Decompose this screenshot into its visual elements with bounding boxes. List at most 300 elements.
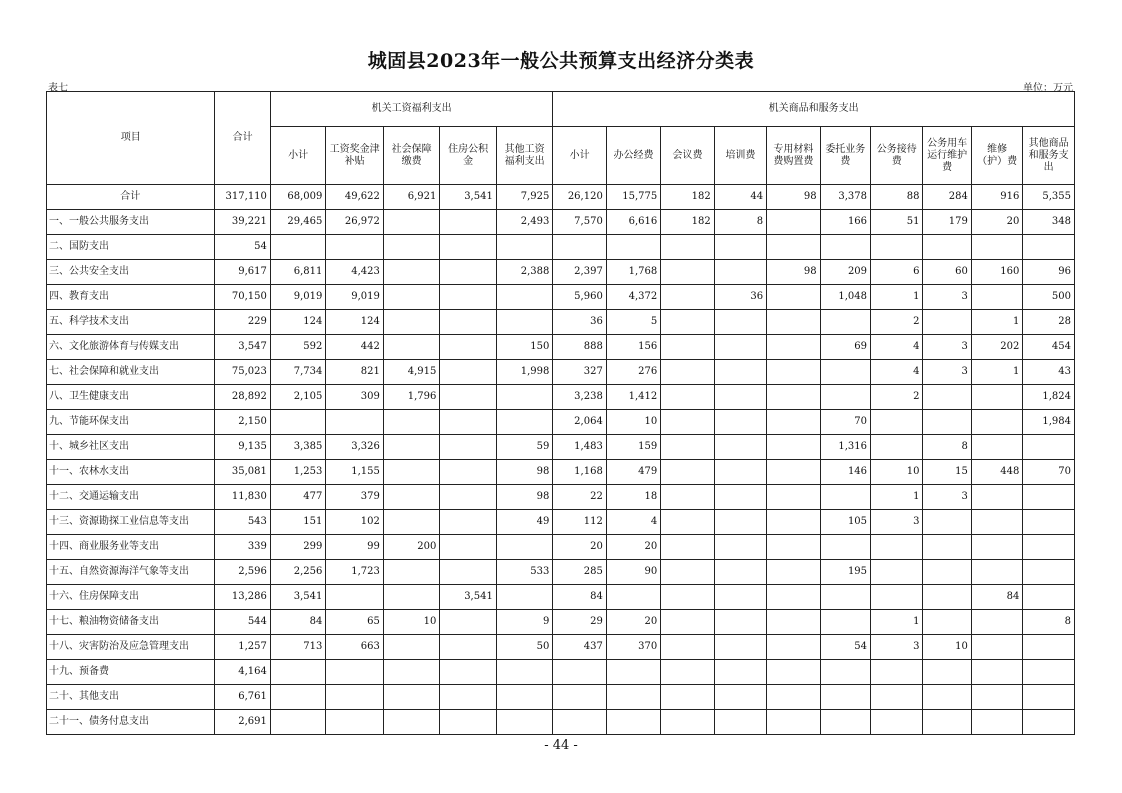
table-cell: [767, 610, 820, 635]
table-cell: 4,423: [326, 260, 383, 285]
table-cell: [714, 260, 766, 285]
table-cell: [923, 585, 971, 610]
table-cell: [661, 685, 714, 710]
table-cell: [661, 560, 714, 585]
table-cell: 317,110: [215, 185, 270, 210]
table-cell: [606, 235, 660, 260]
table-cell: 3: [871, 635, 923, 660]
table-cell: [383, 260, 439, 285]
table-cell: 179: [923, 210, 971, 235]
table-cell: [383, 410, 439, 435]
table-cell: [661, 335, 714, 360]
table-cell: 202: [971, 335, 1022, 360]
table-cell: [661, 710, 714, 735]
table-cell: [923, 610, 971, 635]
table-cell: [1023, 635, 1075, 660]
table-cell: [871, 685, 923, 710]
table-cell: [661, 585, 714, 610]
header-goods-col: 公务用车运行维护费: [923, 127, 971, 185]
table-cell: [440, 435, 496, 460]
table-cell: 6,616: [606, 210, 660, 235]
table-cell: 99: [326, 535, 383, 560]
table-cell: 5,960: [553, 285, 606, 310]
table-row-total: [47, 185, 1075, 210]
table-cell: [767, 410, 820, 435]
table-cell: [820, 710, 870, 735]
table-cell: 10: [383, 610, 439, 635]
table-cell: [923, 685, 971, 710]
table-cell: [714, 385, 766, 410]
table-cell: 26,120: [553, 185, 606, 210]
table-cell: [326, 235, 383, 260]
table-cell: [820, 660, 870, 685]
table-cell: [1023, 660, 1075, 685]
table-cell: 29,465: [270, 210, 325, 235]
table-cell: 166: [820, 210, 870, 235]
row-item-name: 十一、农林水支出: [47, 460, 215, 485]
header-total: 合计: [215, 92, 270, 185]
table-cell: 9,019: [270, 285, 325, 310]
table-cell: 1: [871, 285, 923, 310]
header-item: 项目: [47, 92, 215, 185]
table-cell: [767, 585, 820, 610]
table-cell: 2,256: [270, 560, 325, 585]
table-cell: [971, 685, 1022, 710]
table-cell: [714, 535, 766, 560]
table-cell: 821: [326, 360, 383, 385]
table-cell: 69: [820, 335, 870, 360]
table-cell: 39,221: [215, 210, 270, 235]
table-cell: 3: [923, 335, 971, 360]
table-cell: [496, 385, 553, 410]
table-cell: 200: [383, 535, 439, 560]
table-cell: [661, 485, 714, 510]
table-row: [47, 285, 1075, 310]
table-cell: [971, 385, 1022, 410]
table-cell: 7,734: [270, 360, 325, 385]
table-cell: 454: [1023, 335, 1075, 360]
table-row: [47, 510, 1075, 535]
row-item-name: 五、科学技术支出: [47, 310, 215, 335]
table-row: [47, 410, 1075, 435]
table-cell: [661, 535, 714, 560]
table-cell: 1,257: [215, 635, 270, 660]
table-cell: 84: [971, 585, 1022, 610]
header-wages-col: 住房公积金: [440, 127, 496, 185]
table-cell: 88: [871, 185, 923, 210]
table-cell: 2,064: [553, 410, 606, 435]
table-cell: [971, 635, 1022, 660]
table-body: [47, 185, 1075, 735]
table-cell: 151: [270, 510, 325, 535]
table-cell: 98: [767, 260, 820, 285]
table-cell: 90: [606, 560, 660, 585]
table-cell: [767, 310, 820, 335]
table-cell: 10: [923, 635, 971, 660]
table-cell: 65: [326, 610, 383, 635]
expenditure-table: [46, 91, 1075, 735]
table-cell: 59: [496, 435, 553, 460]
table-cell: [767, 235, 820, 260]
table-cell: [326, 660, 383, 685]
table-cell: [661, 635, 714, 660]
table-cell: [270, 685, 325, 710]
table-cell: 124: [326, 310, 383, 335]
row-item-name: 一、一般公共服务支出: [47, 210, 215, 235]
table-cell: 70,150: [215, 285, 270, 310]
table-cell: 4,164: [215, 660, 270, 685]
table-cell: [553, 710, 606, 735]
table-cell: [383, 660, 439, 685]
table-cell: [871, 235, 923, 260]
table-cell: [714, 710, 766, 735]
table-cell: [383, 310, 439, 335]
table-cell: 3,541: [440, 585, 496, 610]
table-cell: [496, 710, 553, 735]
table-cell: 15,775: [606, 185, 660, 210]
table-cell: 98: [496, 485, 553, 510]
table-cell: 3,378: [820, 185, 870, 210]
table-cell: 68,009: [270, 185, 325, 210]
table-cell: 70: [820, 410, 870, 435]
table-cell: [871, 410, 923, 435]
table-cell: [383, 710, 439, 735]
table-row: [47, 685, 1075, 710]
table-header: [47, 92, 1075, 185]
table-cell: [661, 610, 714, 635]
table-cell: [714, 635, 766, 660]
table-cell: 592: [270, 335, 325, 360]
table-cell: 2: [871, 385, 923, 410]
table-cell: [383, 560, 439, 585]
table-cell: [440, 535, 496, 560]
table-cell: [661, 235, 714, 260]
table-cell: [971, 560, 1022, 585]
table-cell: 159: [606, 435, 660, 460]
table-cell: [496, 410, 553, 435]
table-cell: [767, 560, 820, 585]
table-cell: [1023, 560, 1075, 585]
table-cell: [767, 435, 820, 460]
table-cell: [871, 560, 923, 585]
table-cell: [496, 660, 553, 685]
table-cell: 1,998: [496, 360, 553, 385]
table-cell: [661, 460, 714, 485]
header-goods-col: 公务接待费: [871, 127, 923, 185]
table-cell: [496, 285, 553, 310]
table-cell: 36: [714, 285, 766, 310]
table-cell: [714, 435, 766, 460]
table-cell: [440, 310, 496, 335]
table-cell: [440, 660, 496, 685]
table-cell: 36: [553, 310, 606, 335]
table-cell: 1,316: [820, 435, 870, 460]
table-number: 表七: [48, 83, 68, 94]
table-cell: 544: [215, 610, 270, 635]
table-cell: [971, 660, 1022, 685]
table-cell: [1023, 685, 1075, 710]
row-item-name: 十四、商业服务业等支出: [47, 535, 215, 560]
table-cell: [871, 535, 923, 560]
row-item-name: 二、国防支出: [47, 235, 215, 260]
table-cell: [383, 235, 439, 260]
table-cell: 3,326: [326, 435, 383, 460]
table-cell: [767, 635, 820, 660]
table-cell: [767, 460, 820, 485]
table-cell: [971, 510, 1022, 535]
table-cell: [496, 235, 553, 260]
table-cell: [714, 410, 766, 435]
table-cell: 4,372: [606, 285, 660, 310]
table-cell: [661, 360, 714, 385]
table-cell: 44: [714, 185, 766, 210]
table-cell: 2,105: [270, 385, 325, 410]
header-goods-col: 维修（护）费: [971, 127, 1022, 185]
table-cell: [1023, 235, 1075, 260]
table-cell: [270, 710, 325, 735]
table-row: [47, 360, 1075, 385]
table-cell: [661, 660, 714, 685]
header-wages-col: 小计: [270, 127, 325, 185]
table-cell: 26,972: [326, 210, 383, 235]
table-cell: 543: [215, 510, 270, 535]
table-cell: [440, 685, 496, 710]
table-cell: 3: [923, 285, 971, 310]
table-cell: [606, 585, 660, 610]
table-cell: [923, 235, 971, 260]
table-cell: [383, 510, 439, 535]
row-item-name: 十九、预备费: [47, 660, 215, 685]
table-row: [47, 485, 1075, 510]
table-cell: [767, 360, 820, 385]
table-cell: [606, 660, 660, 685]
table-cell: [971, 610, 1022, 635]
row-item-name: 十三、资源勘探工业信息等支出: [47, 510, 215, 535]
row-item-name: 八、卫生健康支出: [47, 385, 215, 410]
table-cell: 1,824: [1023, 385, 1075, 410]
table-cell: [383, 485, 439, 510]
table-cell: 54: [820, 635, 870, 660]
table-cell: [1023, 485, 1075, 510]
table-cell: [440, 260, 496, 285]
table-row: [47, 235, 1075, 260]
table-cell: [714, 485, 766, 510]
table-cell: [496, 685, 553, 710]
table-cell: 500: [1023, 285, 1075, 310]
table-cell: 28: [1023, 310, 1075, 335]
table-cell: 888: [553, 335, 606, 360]
row-item-name: 十八、灾害防治及应急管理支出: [47, 635, 215, 660]
header-goods-col: 小计: [553, 127, 606, 185]
table-cell: [440, 635, 496, 660]
table-cell: [767, 685, 820, 710]
header-goods-col: 办公经费: [606, 127, 660, 185]
table-cell: 150: [496, 335, 553, 360]
row-item-name: 十六、住房保障支出: [47, 585, 215, 610]
table-cell: 1: [971, 360, 1022, 385]
table-cell: 1,483: [553, 435, 606, 460]
table-cell: [326, 710, 383, 735]
table-cell: 3: [923, 360, 971, 385]
table-cell: 6,761: [215, 685, 270, 710]
table-cell: [440, 610, 496, 635]
table-cell: [661, 435, 714, 460]
table-row: [47, 635, 1075, 660]
table-cell: 70: [1023, 460, 1075, 485]
table-cell: [440, 210, 496, 235]
row-item-name: 合计: [47, 185, 215, 210]
table-cell: [714, 360, 766, 385]
row-item-name: 十、城乡社区支出: [47, 435, 215, 460]
header-goods-col: 其他商品和服务支出: [1023, 127, 1075, 185]
table-cell: 98: [496, 460, 553, 485]
row-item-name: 九、节能环保支出: [47, 410, 215, 435]
table-cell: 10: [871, 460, 923, 485]
table-cell: [714, 335, 766, 360]
table-cell: 370: [606, 635, 660, 660]
table-cell: 84: [270, 610, 325, 635]
table-cell: 2: [871, 310, 923, 335]
table-row: [47, 560, 1075, 585]
header-goods-col: 会议费: [661, 127, 714, 185]
table-cell: [820, 385, 870, 410]
table-cell: [661, 285, 714, 310]
table-cell: [971, 485, 1022, 510]
table-cell: 4: [871, 360, 923, 385]
table-cell: [767, 335, 820, 360]
table-cell: 18: [606, 485, 660, 510]
table-cell: [871, 435, 923, 460]
row-item-name: 十五、自然资源海洋气象等支出: [47, 560, 215, 585]
table-cell: 1,984: [1023, 410, 1075, 435]
header-goods-col: 委托业务费: [820, 127, 870, 185]
header-group-wages: 机关工资福利支出: [270, 92, 552, 127]
table-cell: [553, 235, 606, 260]
table-cell: [714, 610, 766, 635]
table-cell: 3: [923, 485, 971, 510]
table-cell: [661, 410, 714, 435]
table-cell: 1,168: [553, 460, 606, 485]
table-cell: 182: [661, 185, 714, 210]
table-cell: [767, 385, 820, 410]
table-cell: 448: [971, 460, 1022, 485]
table-cell: 9,617: [215, 260, 270, 285]
table-row: [47, 335, 1075, 360]
row-item-name: 十七、粮油物资储备支出: [47, 610, 215, 635]
table-row: [47, 460, 1075, 485]
table-cell: 8: [1023, 610, 1075, 635]
table-cell: 209: [820, 260, 870, 285]
table-cell: 54: [215, 235, 270, 260]
table-cell: 533: [496, 560, 553, 585]
table-cell: [440, 335, 496, 360]
table-cell: [820, 235, 870, 260]
table-cell: 7,925: [496, 185, 553, 210]
header-wages-col: 其他工资福利支出: [496, 127, 553, 185]
table-cell: 1,253: [270, 460, 325, 485]
table-cell: 3,238: [553, 385, 606, 410]
table-cell: 4: [871, 335, 923, 360]
table-cell: 43: [1023, 360, 1075, 385]
table-cell: [661, 510, 714, 535]
table-cell: [270, 410, 325, 435]
table-cell: 3,385: [270, 435, 325, 460]
table-cell: [820, 360, 870, 385]
table-cell: [661, 260, 714, 285]
table-cell: [383, 685, 439, 710]
table-cell: [820, 585, 870, 610]
table-cell: [553, 660, 606, 685]
table-cell: 442: [326, 335, 383, 360]
table-cell: [923, 560, 971, 585]
table-cell: [923, 385, 971, 410]
table-cell: 1,768: [606, 260, 660, 285]
table-cell: 6: [871, 260, 923, 285]
page-number: - 44 -: [544, 738, 578, 753]
table-cell: [871, 710, 923, 735]
header-wages-col: 工资奖金津补贴: [326, 127, 383, 185]
table-cell: [440, 460, 496, 485]
table-cell: [714, 660, 766, 685]
row-item-name: 六、文化旅游体育与传媒支出: [47, 335, 215, 360]
table-cell: 229: [215, 310, 270, 335]
table-cell: [383, 285, 439, 310]
table-cell: [871, 585, 923, 610]
header-goods-col: 专用材料费购置费: [767, 127, 820, 185]
table-cell: 15: [923, 460, 971, 485]
table-cell: 348: [1023, 210, 1075, 235]
table-cell: 1: [871, 485, 923, 510]
table-cell: [661, 385, 714, 410]
table-cell: [820, 685, 870, 710]
table-cell: [923, 710, 971, 735]
table-cell: [767, 210, 820, 235]
table-cell: 379: [326, 485, 383, 510]
table-cell: 299: [270, 535, 325, 560]
table-cell: [496, 310, 553, 335]
table-cell: [971, 435, 1022, 460]
table-cell: 1,412: [606, 385, 660, 410]
table-cell: [767, 285, 820, 310]
table-cell: [871, 660, 923, 685]
table-cell: [1023, 535, 1075, 560]
table-cell: [971, 410, 1022, 435]
table-cell: 51: [871, 210, 923, 235]
table-cell: [440, 485, 496, 510]
row-item-name: 四、教育支出: [47, 285, 215, 310]
table-cell: 182: [661, 210, 714, 235]
table-cell: [714, 460, 766, 485]
header-wages-col: 社会保障缴费: [383, 127, 439, 185]
table-cell: [383, 585, 439, 610]
table-cell: [971, 235, 1022, 260]
table-cell: [1023, 585, 1075, 610]
table-cell: 2,691: [215, 710, 270, 735]
row-item-name: 七、社会保障和就业支出: [47, 360, 215, 385]
table-cell: 9,135: [215, 435, 270, 460]
table-cell: 75,023: [215, 360, 270, 385]
table-cell: [767, 535, 820, 560]
table-cell: 22: [553, 485, 606, 510]
table-cell: 9,019: [326, 285, 383, 310]
table-cell: 916: [971, 185, 1022, 210]
table-cell: 49,622: [326, 185, 383, 210]
table-cell: [440, 385, 496, 410]
table-cell: 112: [553, 510, 606, 535]
table-cell: 5: [606, 310, 660, 335]
table-cell: 285: [553, 560, 606, 585]
table-cell: [440, 410, 496, 435]
